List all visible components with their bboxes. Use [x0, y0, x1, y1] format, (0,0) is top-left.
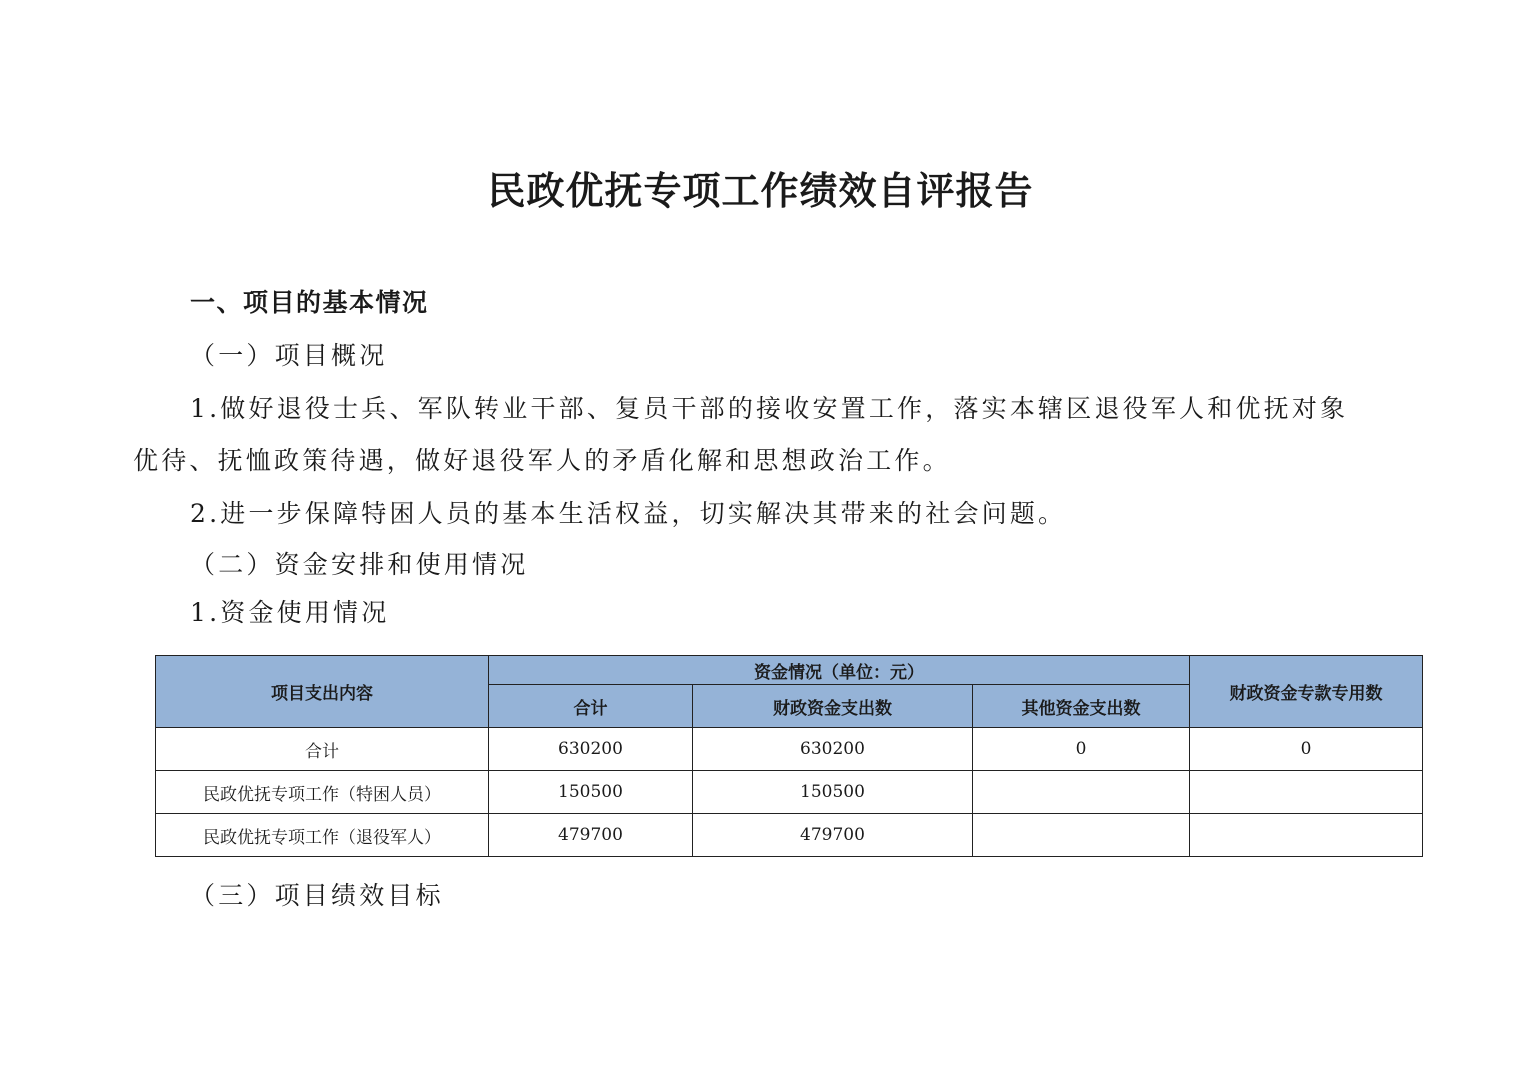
table-row — [156, 771, 1423, 814]
cell-other — [973, 771, 1190, 814]
subsection-heading-funds: （二）资金安排和使用情况 — [190, 550, 529, 579]
header-fiscal: 财政资金支出数 — [693, 685, 973, 728]
paragraph-1-line-1: 1.做好退役士兵、军队转业干部、复员干部的接收安置工作，落实本辖区退役军人和优抚对象 — [190, 394, 1349, 423]
cell-fiscal: 150500 — [693, 771, 973, 814]
cell-total: 479700 — [489, 814, 693, 857]
fund-usage-table — [155, 655, 1423, 857]
header-funds-group: 资金情况（单位：元） — [489, 656, 1190, 685]
paragraph-2: 2.进一步保障特困人员的基本生活权益，切实解决其带来的社会问题。 — [190, 499, 1067, 528]
cell-special — [1190, 814, 1423, 857]
cell-content: 民政优抚专项工作（特困人员） — [156, 771, 489, 814]
paragraph-1-line-2: 优待、抚恤政策待遇，做好退役军人的矛盾化解和思想政治工作。 — [133, 446, 951, 475]
cell-other: 0 — [973, 728, 1190, 771]
table-row — [156, 728, 1423, 771]
cell-content: 民政优抚专项工作（退役军人） — [156, 814, 489, 857]
header-other: 其他资金支出数 — [973, 685, 1190, 728]
cell-special: 0 — [1190, 728, 1423, 771]
cell-content: 合计 — [156, 728, 489, 771]
table-row — [156, 814, 1423, 857]
report-title: 民政优抚专项工作绩效自评报告 — [487, 168, 1034, 213]
header-total: 合计 — [489, 685, 693, 728]
header-content: 项目支出内容 — [156, 656, 489, 728]
cell-fiscal: 630200 — [693, 728, 973, 771]
cell-fiscal: 479700 — [693, 814, 973, 857]
subsection-heading-goals: （三）项目绩效目标 — [190, 881, 444, 910]
cell-other — [973, 814, 1190, 857]
section-heading-basic-info: 一、项目的基本情况 — [190, 288, 429, 317]
subsection-heading-overview: （一）项目概况 — [190, 341, 388, 370]
header-special: 财政资金专款专用数 — [1190, 656, 1423, 728]
cell-total: 630200 — [489, 728, 693, 771]
cell-special — [1190, 771, 1423, 814]
subsection-heading-fund-usage: 1.资金使用情况 — [190, 598, 390, 627]
cell-total: 150500 — [489, 771, 693, 814]
